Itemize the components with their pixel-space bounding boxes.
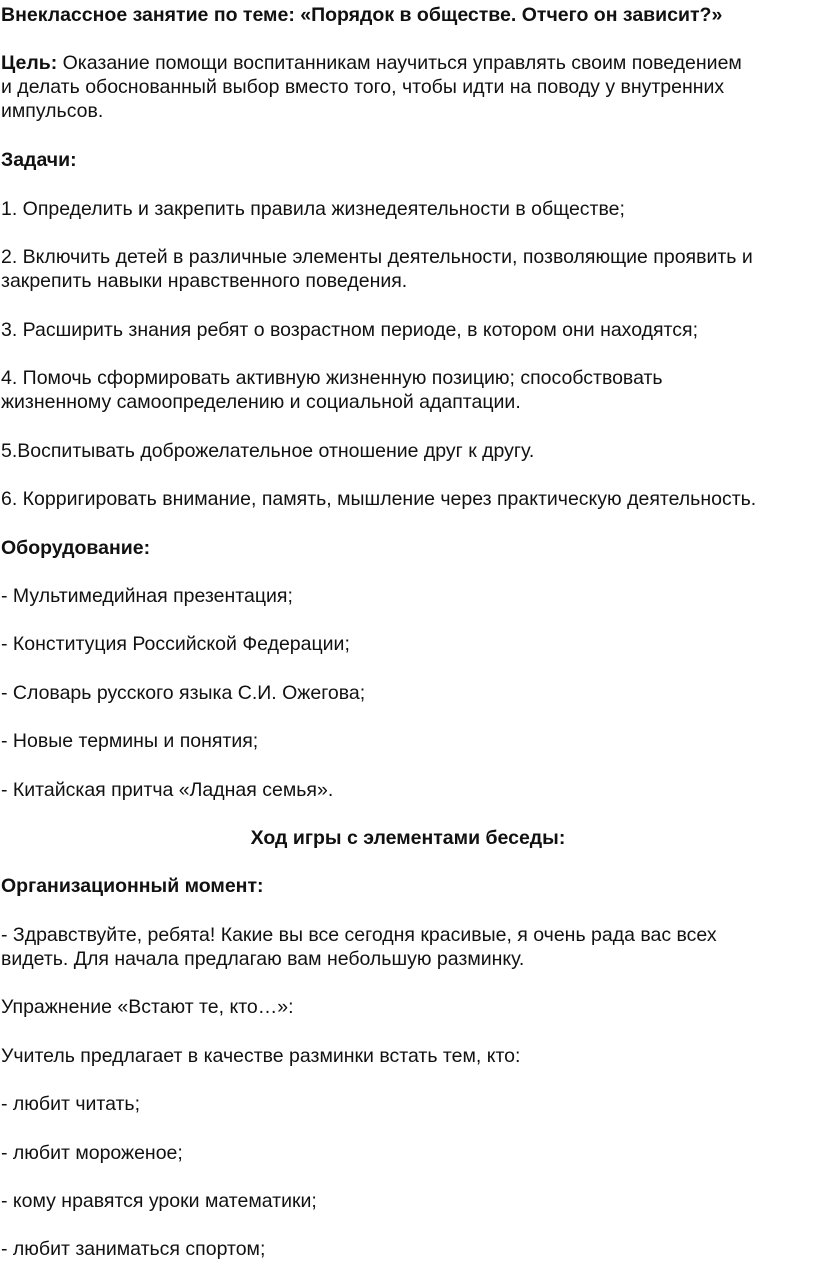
equipment-item: - Новые термины и понятия; — [1, 730, 259, 752]
game-heading: Ход игры с элементами беседы: — [250, 827, 566, 849]
task-4-line-1: 4. Помочь сформировать активную жизненную позицию; способствовать — [1, 367, 663, 389]
org-heading: Организационный момент: — [1, 875, 264, 897]
goal-text: Оказание помощи воспитанникам научиться управлять своим поведением — [57, 52, 742, 74]
equipment-item: - Мультимедийная презентация; — [1, 585, 293, 607]
goal-line-1 — [1, 51, 813, 76]
task-2-line-2: закрепить навыки нравственного поведения. — [1, 270, 408, 292]
goal-line-3: импульсов. — [1, 100, 104, 122]
goal-label: Цель: — [1, 52, 58, 74]
task-2-line-1: 2. Включить детей в различные элементы деятельности, позволяющие проявить и — [1, 246, 753, 268]
task-5: 5.Воспитывать доброжелательное отношение друг к другу. — [1, 440, 535, 462]
task-4-line-2: жизненному самоопределению и социальной адаптации. — [1, 391, 521, 413]
goal-line-2: и делать обоснованный выбор вместо того, чтобы идти на поводу у внутренних — [1, 76, 725, 98]
list-item: - кому нравятся уроки математики; — [1, 1190, 317, 1212]
exercise-title: Упражнение «Встают те, кто…»: — [1, 996, 294, 1018]
list-item: - любит мороженое; — [1, 1142, 183, 1164]
document-title: Внеклассное занятие по теме: «Порядок в обществе. Отчего он зависит?» — [1, 4, 723, 26]
equipment-heading: Оборудование: — [1, 537, 151, 559]
task-3: 3. Расширить знания ребят о возрастном периоде, в котором они находятся; — [1, 319, 699, 341]
task-6: 6. Корригировать внимание, память, мышление через практическую деятельность. — [1, 488, 757, 510]
task-1: 1. Определить и закрепить правила жизнедеятельности в обществе; — [1, 198, 625, 220]
list-item: - любит читать; — [1, 1093, 141, 1115]
teacher-instruction: Учитель предлагает в качестве разминки встать тем, кто: — [1, 1045, 521, 1067]
equipment-item: - Китайская притча «Ладная семья». — [1, 779, 334, 801]
list-item: - любит заниматься спортом; — [1, 1238, 266, 1260]
greeting-line-1: - Здравствуйте, ребята! Какие вы все сегодня красивые, я очень рада вас всех — [1, 924, 717, 946]
equipment-item: - Словарь русского языка С.И. Ожегова; — [1, 682, 366, 704]
equipment-item: - Конституция Российской Федерации; — [1, 633, 350, 655]
tasks-heading: Задачи: — [1, 149, 77, 171]
greeting-line-2: видеть. Для начала предлагаю вам небольшую разминку. — [1, 948, 525, 970]
